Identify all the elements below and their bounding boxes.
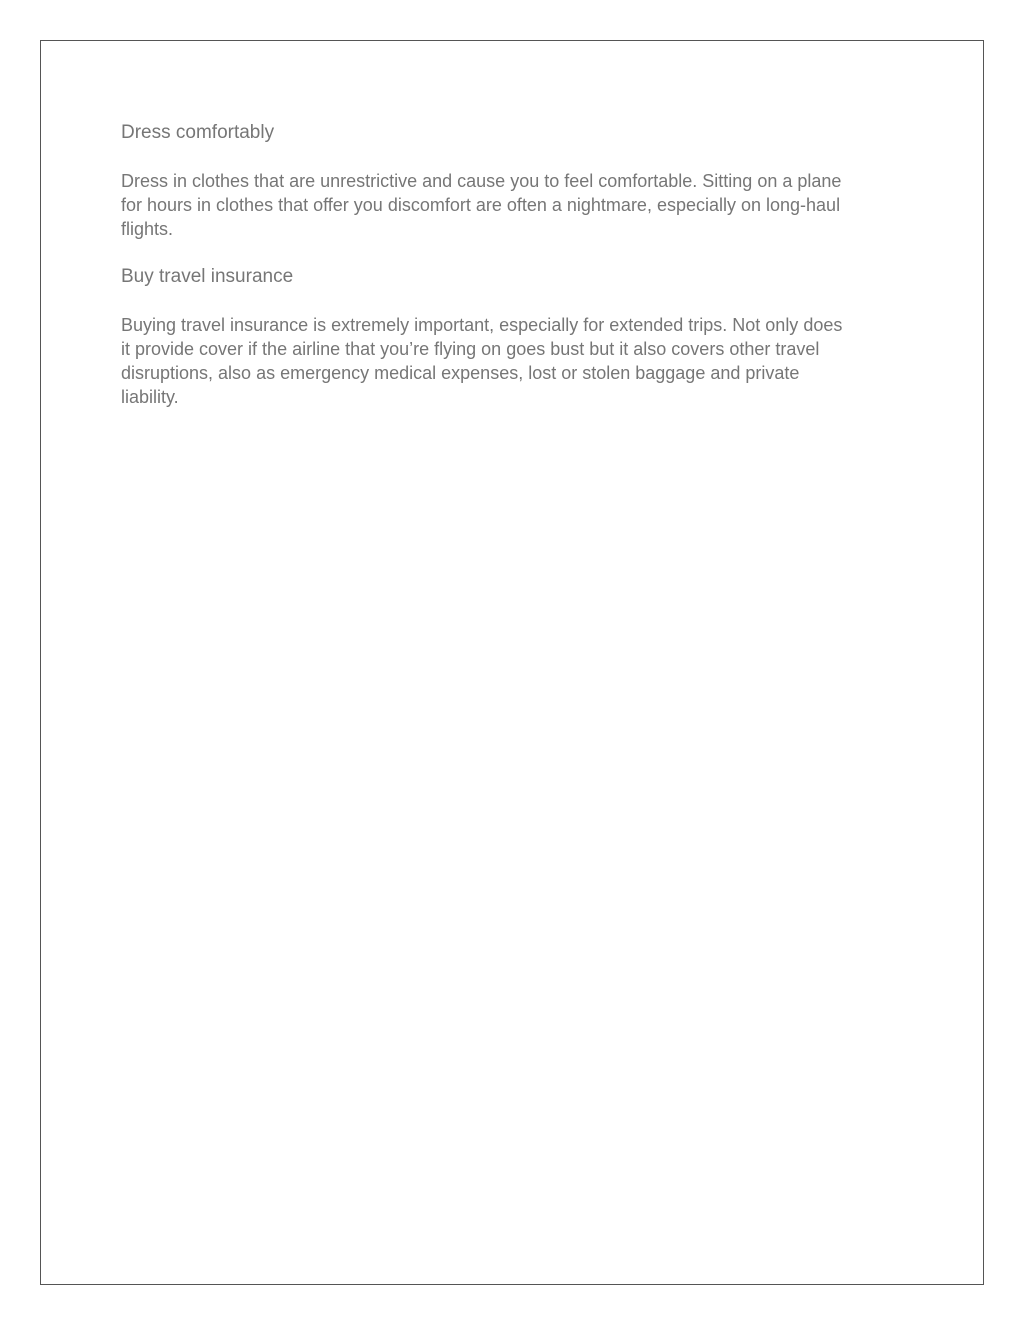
body-line: disruptions, also as emergency medical expenses, lost or stolen baggage and private <box>121 363 800 383</box>
body-line: for hours in clothes that offer you discomfort are often a nightmare, especially on long-haul <box>121 195 841 215</box>
document-page <box>40 40 984 1285</box>
body-line: Dress in clothes that are unrestrictive and cause you to feel comfortable. Sitting on a plane <box>121 171 842 191</box>
body-line: liability. <box>121 387 179 407</box>
body-line: it provide cover if the airline that you’re flying on goes bust but it also covers other travel <box>121 339 820 359</box>
section-heading-dress: Dress comfortably <box>121 122 275 143</box>
body-line: flights. <box>121 219 174 239</box>
page-content <box>121 121 901 409</box>
body-line: Buying travel insurance is extremely important, especially for extended trips. Not only does <box>121 315 843 335</box>
section-heading-insurance: Buy travel insurance <box>121 266 294 287</box>
section-body-dress <box>121 169 901 241</box>
section-body-insurance <box>121 313 901 409</box>
